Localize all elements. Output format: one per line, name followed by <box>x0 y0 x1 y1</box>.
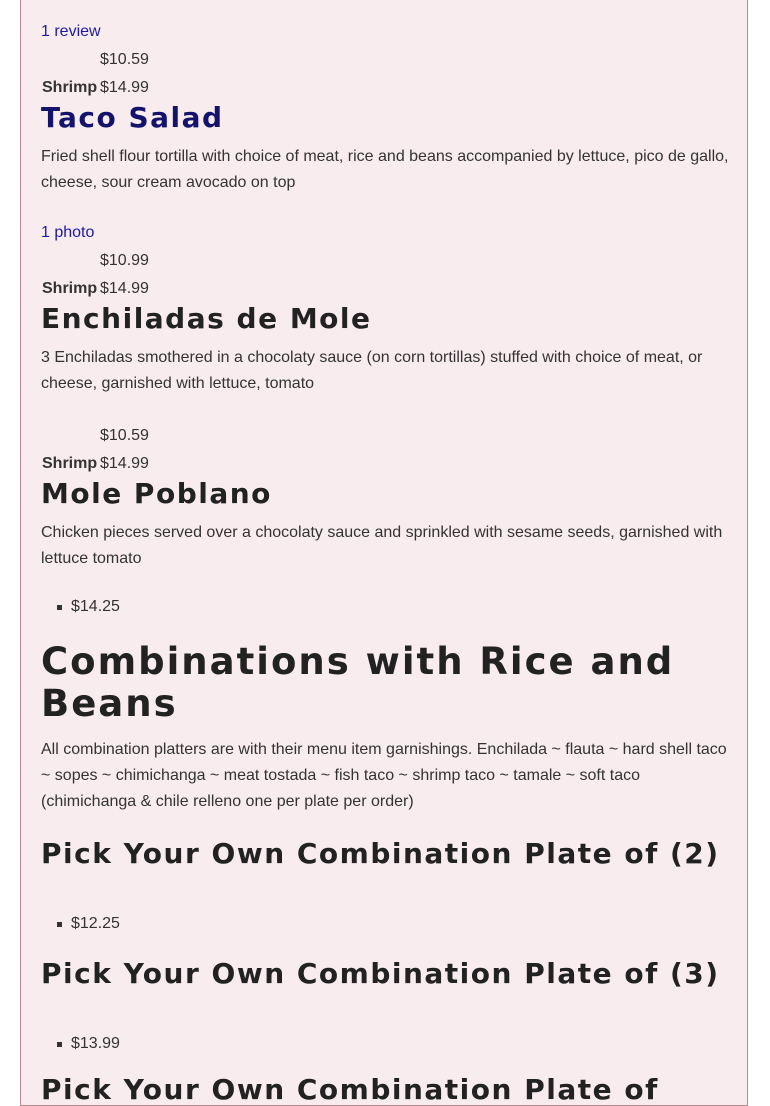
price-bullet: $14.25 <box>71 596 120 618</box>
item-title-mole-poblano: Mole Poblano <box>41 477 272 510</box>
item-description: Fried shell flour tortilla with choice of meat, rice and beans accompanied by lettuce, pico de gallo, cheese, sour cream avocado on top <box>41 148 729 191</box>
price-value: $14.99 <box>100 455 149 472</box>
item-description: Chicken pieces served over a chocolaty sauce and sprinkled with sesame seeds, garnished with lettuce tomato <box>41 524 723 567</box>
section-description: All combination platters are with their menu item garnishings. Enchilada ~ flauta ~ hard shell taco ~ sopes ~ chimichanga ~ meat tostada ~ fish taco ~ shrimp taco ~ tamale ~ soft taco (chimichanga & chile relleno one per plate per order) <box>41 741 727 810</box>
item-title-combo-4: Pick Your Own Combination Plate of <box>41 1073 659 1106</box>
price-label: Shrimp <box>42 280 98 297</box>
price-value: $10.59 <box>100 427 149 444</box>
item-title-taco-salad[interactable]: Taco Salad <box>41 101 224 134</box>
photo-link[interactable]: 1 photo <box>41 224 95 241</box>
price-value: $10.59 <box>100 51 149 68</box>
price-label: Shrimp <box>42 455 98 472</box>
price-bullet: $13.99 <box>71 1033 120 1055</box>
price-value: $14.99 <box>100 280 149 297</box>
section-title-combinations: Combinations with Rice and Beans <box>41 640 675 725</box>
menu-card <box>20 0 748 1106</box>
price-bullet: $12.25 <box>71 913 120 935</box>
item-title-combo-3: Pick Your Own Combination Plate of (3) <box>41 957 720 990</box>
review-link[interactable]: 1 review <box>41 23 101 40</box>
price-value: $14.99 <box>100 79 149 96</box>
item-title-enchiladas-de-mole: Enchiladas de Mole <box>41 302 372 335</box>
item-title-combo-2: Pick Your Own Combination Plate of (2) <box>41 837 720 870</box>
price-value: $10.99 <box>100 252 149 269</box>
item-description: 3 Enchiladas smothered in a chocolaty sauce (on corn tortillas) stuffed with choice of meat, or cheese, garnished with lettuce, tomato <box>41 349 703 392</box>
price-label: Shrimp <box>42 79 98 96</box>
